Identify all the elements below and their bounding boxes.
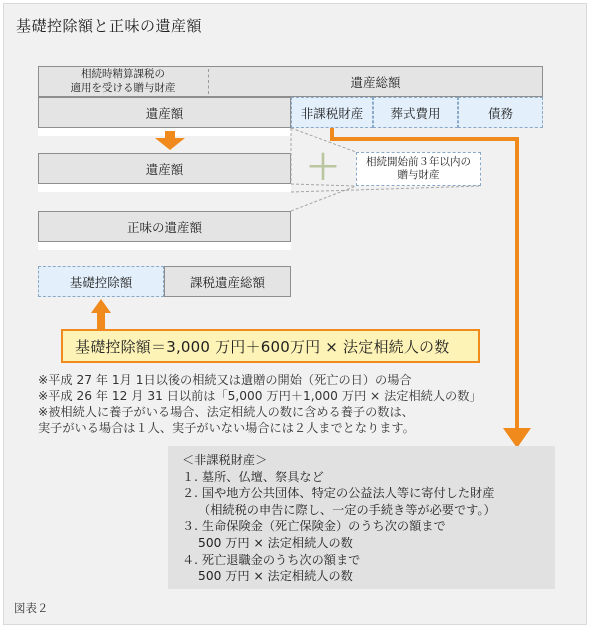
panel-heading: ＜非課税財産＞ — [182, 453, 268, 467]
panel-line: ３. 生命保険金（死亡保険金）のうち次の額まで — [182, 519, 446, 534]
panel-line: １. 墓所、仏壇、祭具など — [182, 469, 324, 484]
panel-line: ２. 国や地方公共団体、特定の公益法人等に寄付した財産 — [182, 486, 495, 501]
taxable-estate-total-box: 課税遺産総額 — [164, 266, 291, 297]
panel-line: ４. 死亡退職金のうち次の額まで — [182, 552, 361, 567]
down-arrow-icon — [155, 131, 185, 150]
note-line: ※平成 26 年 12 月 31 日以前は「5,000 万円＋1,000 万円 × 法定相続人の数」 — [38, 389, 482, 403]
panel-line: 500 万円 × 法定相続人の数 — [182, 535, 353, 550]
estate-amount-box-row2: 遺産額 — [38, 97, 291, 128]
basic-deduction-box: 基礎控除額 — [38, 266, 164, 297]
panel-line: （相続税の申告に際し、一定の手続き等が必要です。） — [182, 502, 496, 517]
debts-box: 債務 — [458, 97, 543, 128]
note-line: ※平成 27 年 1月 1日以後の相続又は遺贈の開始（死亡の日）の場合 — [38, 373, 412, 387]
nontaxable-assets-box: 非課税財産 — [291, 97, 373, 128]
nontaxable-assets-panel — [168, 446, 555, 589]
note-line: ※被相続人に養子がいる場合、法定相続人の数に含める養子の数は、 — [38, 405, 414, 419]
notes — [38, 372, 482, 436]
total-estate-label: 遺産総額 — [350, 74, 401, 90]
net-estate-box: 正味の遺産額 — [38, 211, 291, 242]
panel-line: 500 万円 × 法定相続人の数 — [182, 569, 353, 584]
funeral-expenses-box: 葬式費用 — [373, 97, 458, 128]
up-arrow-icon — [91, 299, 111, 329]
settlement-tax-gift-label: 相続時精算課税の 適用を受ける贈与財産 — [70, 68, 176, 94]
gift-within-3-years-box: 相続開始前３年以内の 贈与財産 — [356, 152, 481, 186]
basic-deduction-formula: 基礎控除額＝3,000 万円＋600万円 × 法定相続人の数 — [61, 329, 480, 363]
diagram-title: 基礎控除額と正味の遺産額 — [16, 17, 203, 35]
figure-label: 図表２ — [14, 601, 49, 615]
plus-sign: ＋ — [306, 148, 340, 188]
note-line: 実子がいる場合は１人、実子がいない場合には２人までとなります。 — [38, 421, 415, 435]
estate-amount-box-row3: 遺産額 — [38, 153, 291, 184]
